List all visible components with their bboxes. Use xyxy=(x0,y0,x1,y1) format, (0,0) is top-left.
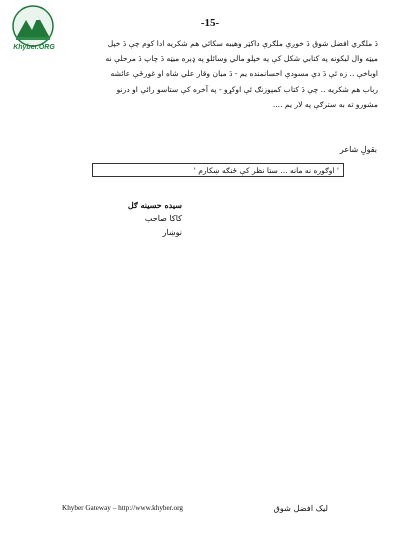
paragraph-line: مشورو ته به سترګې په لار يم .... xyxy=(272,99,378,109)
signature-name: سيده حسينه ګل xyxy=(127,200,182,210)
paragraph-line: ميټه وال ليکونه په کتابي شکل کې په خپلو مالي وسائلو په ډېره ميټه دَ چاپ دَ مرحلې نه xyxy=(105,54,378,64)
paragraph-line: اوباخې .. زه ئې دَ دې مسودې احسانمنده يم - دَ ميان وقار علي شاه او غورځې عائشه xyxy=(110,69,378,79)
signature-line: کاکا صاحب xyxy=(144,214,182,223)
page-number: -15- xyxy=(200,17,220,29)
footer-author: ليک افضل شوق xyxy=(273,503,328,513)
paragraph-line: رباب هم شکريه .. چې دَ کتاب کمپوزنګ ئې اوکړو - په آخره کې ستاسو رائې او درنو xyxy=(116,84,378,94)
body-paragraph xyxy=(38,36,378,112)
poet-label: بقولِ شاعر xyxy=(339,145,377,154)
paragraph-line: دَ ملګري افضل شوق دَ خوږې ملګرې داکټر وهيبه سکائي هم شکريه ادا کوم چې دَ خپل xyxy=(107,39,378,48)
footer-website: Khyber Gateway – http://www.khyber.org xyxy=(62,504,183,512)
quote-box: ' اوګوره نه مانه ... ستا نظر کې ځنګه ښکارم ' xyxy=(92,163,344,177)
logo-text: Khyber.ORG xyxy=(13,44,55,51)
signature-block xyxy=(62,198,182,240)
signature-line: نوښار xyxy=(162,228,182,237)
